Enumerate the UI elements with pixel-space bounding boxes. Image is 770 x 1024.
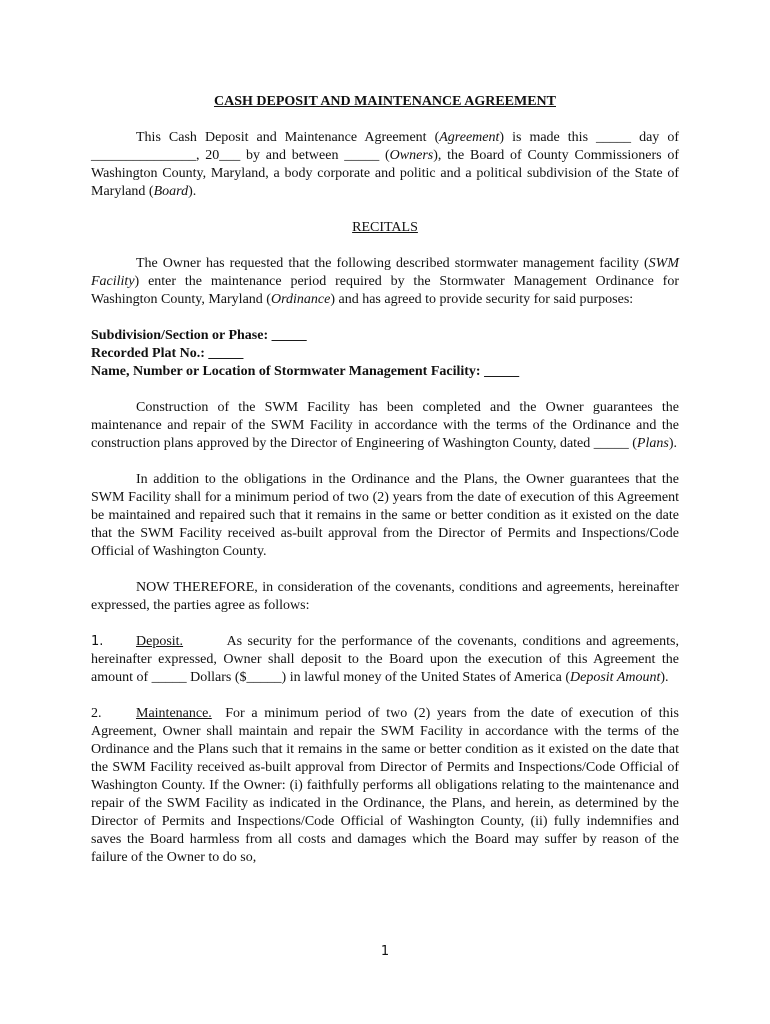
section-1-heading: Deposit. bbox=[136, 634, 184, 649]
section-1-number: 1. bbox=[91, 634, 104, 649]
document-page bbox=[91, 93, 679, 867]
field-facility-name: Name, Number or Location of Stormwater Management Facility: _____ bbox=[91, 364, 520, 379]
field-recorded-plat: Recorded Plat No.: _____ bbox=[91, 346, 244, 361]
intro-paragraph: This Cash Deposit and Maintenance Agreement (Agreement) is made this _____ day of _______________, 20___ by and between _____ (Owners), the Board of County Commissioners of Washington County, Maryland, a body corporate and politic and a political subdivision of the State of Maryland (Board). bbox=[91, 130, 679, 199]
field-subdivision: Subdivision/Section or Phase: _____ bbox=[91, 328, 307, 343]
now-therefore-paragraph: NOW THEREFORE, in consideration of the covenants, conditions and agreements, hereinafter expressed, the parties agree as follows: bbox=[91, 580, 679, 613]
section-2-maintenance: 2. Maintenance. For a minimum period of two (2) years from the date of execution of this Agreement, Owner shall maintain and repair the SWM Facility in accordance with the terms of the Ordinance and the Plans such that it remains in the same or better condition as it existed on the date that the SWM Facility received as-built approval from Director of Permits and Inspections/Code Official of Washington County. If the Owner: (i) faithfully performs all obligations relating to the maintenance and repair of the SWM Facility as indicated in the Ordinance, the Plans, and herein, as determined by the Director of Permits and Inspections/Code Official of Washington County, (ii) fully indemnifies and saves the Board harmless from all costs and damages which the Board may suffer by reason of the failure of the Owner to do so, bbox=[91, 706, 679, 865]
recital-paragraph-1: The Owner has requested that the following described stormwater management facility (SWM Facility) enter the maintenance period required by the Stormwater Management Ordinance for Washington County, Maryland (Ordinance) and has agreed to provide security for said purposes: bbox=[91, 256, 679, 307]
section-2-number: 2. bbox=[91, 706, 102, 721]
recital-paragraph-2: Construction of the SWM Facility has been completed and the Owner guarantees the maintenance and repair of the SWM Facility in accordance with the terms of the Ordinance and the construction plans approved by the Director of Engineering of Washington County, dated _____ (Plans). bbox=[91, 400, 679, 451]
document-title: CASH DEPOSIT AND MAINTENANCE AGREEMENT bbox=[213, 94, 556, 109]
recital-paragraph-3: In addition to the obligations in the Ordinance and the Plans, the Owner guarantees that the SWM Facility shall for a minimum period of two (2) years from the date of execution of this Agreement be maintained and repaired such that it remains in the same or better condition as it existed on the date that the SWM Facility received as-built approval from the Director of Permits and Inspections/Code Official of Washington County. bbox=[91, 472, 679, 559]
section-2-heading: Maintenance. bbox=[136, 706, 212, 721]
section-1-deposit: 1. Deposit. As security for the performance of the covenants, conditions and agreements, hereinafter expressed, Owner shall deposit to the Board upon the execution of this Agreement the amount of _____ Dollars ($_____) in lawful money of the United States of America (Deposit Amount). bbox=[91, 634, 679, 685]
page-number: 1 bbox=[380, 944, 390, 959]
recitals-heading: RECITALS bbox=[352, 220, 418, 235]
